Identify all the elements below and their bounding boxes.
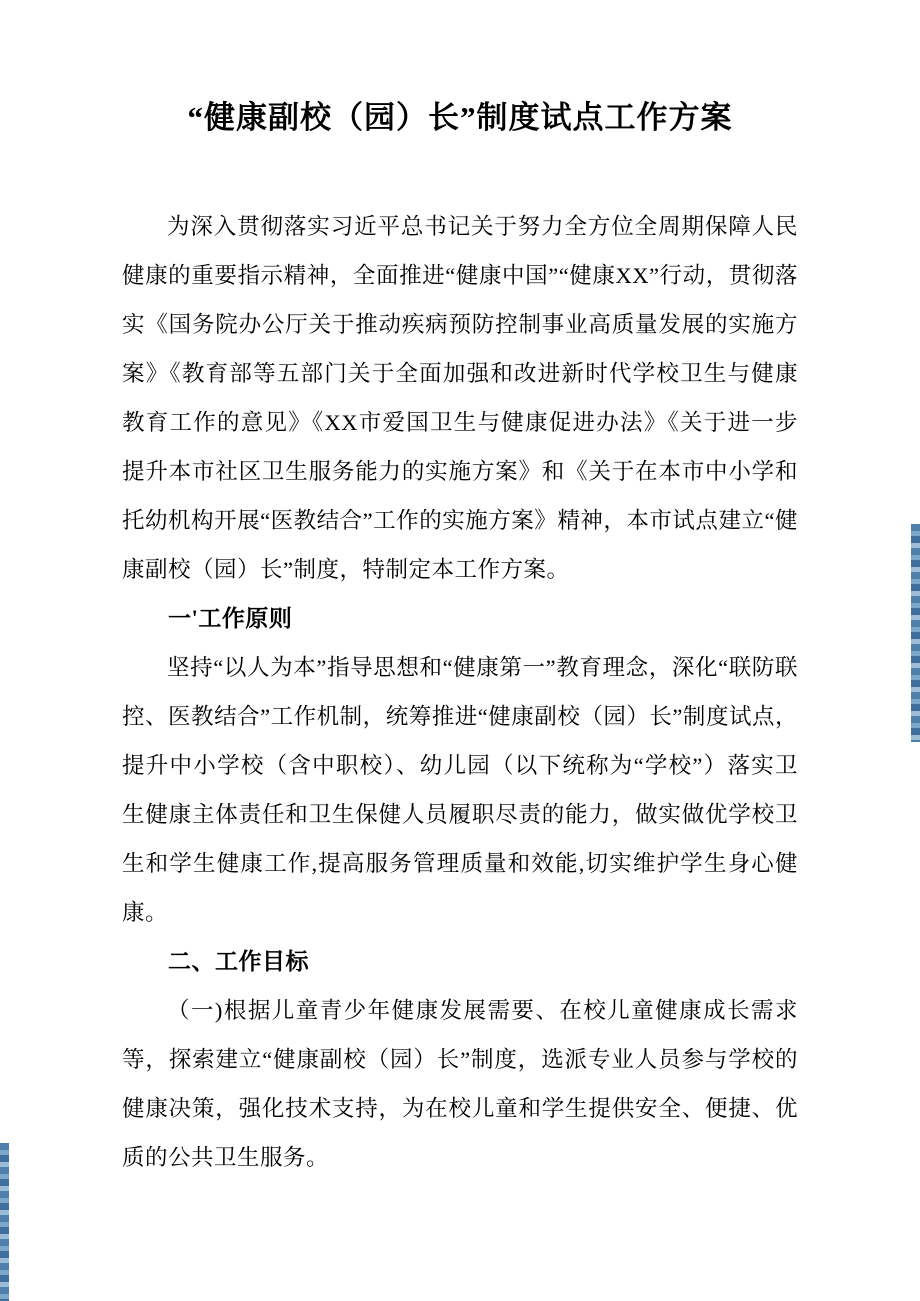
document-title: “健康副校（园）长”制度试点工作方案 [187, 100, 733, 135]
section-heading-work-goals: 二、工作目标 [168, 949, 309, 975]
left-edge-accent [0, 1143, 9, 1301]
section-heading-work-principles: 一'工作原则 [168, 606, 293, 632]
right-edge-accent [911, 524, 920, 742]
section-work-goals-paragraph: （一)根据儿童青少年健康发展需要、在校儿童健康成长需求等，探索建立“健康副校（园）长”制度，选派专业人员参与学校的健康决策，强化技术支持，为在校儿童和学生提供安全、便捷、优质的公共卫生服务。 [122, 998, 798, 1171]
intro-paragraph: 为深入贯彻落实习近平总书记关于努力全方位全周期保障人民健康的重要指示精神，全面推进“健康中国”“健康XX”行动，贯彻落实《国务院办公厅关于推动疾病预防控制事业高质量发展的实施方案》《教育部等五部门关于全面加强和改进新时代学校卫生与健康教育工作的意见》《XX市爱国卫生与健康促进办法》《关于进一步提升本市社区卫生服务能力的实施方案》和《关于在本市中小学和托幼机构开展“医教结合”工作的实施方案》精神，本市试点建立“健康副校（园）长”制度，特制定本工作方案。 [122, 214, 798, 583]
section-work-principles-paragraph: 坚持“以人为本”指导思想和“健康第一”教育理念，深化“联防联控、医教结合”工作机制，统筹推进“健康副校（园）长”制度试点，提升中小学校（含中职校）、幼儿园（以下统称为“学校”）落实卫生健康主体责任和卫生保健人员履职尽责的能力，做实做优学校卫生和学生健康工作,提高服务管理质量和效能,切实维护学生身心健康。 [122, 655, 798, 926]
